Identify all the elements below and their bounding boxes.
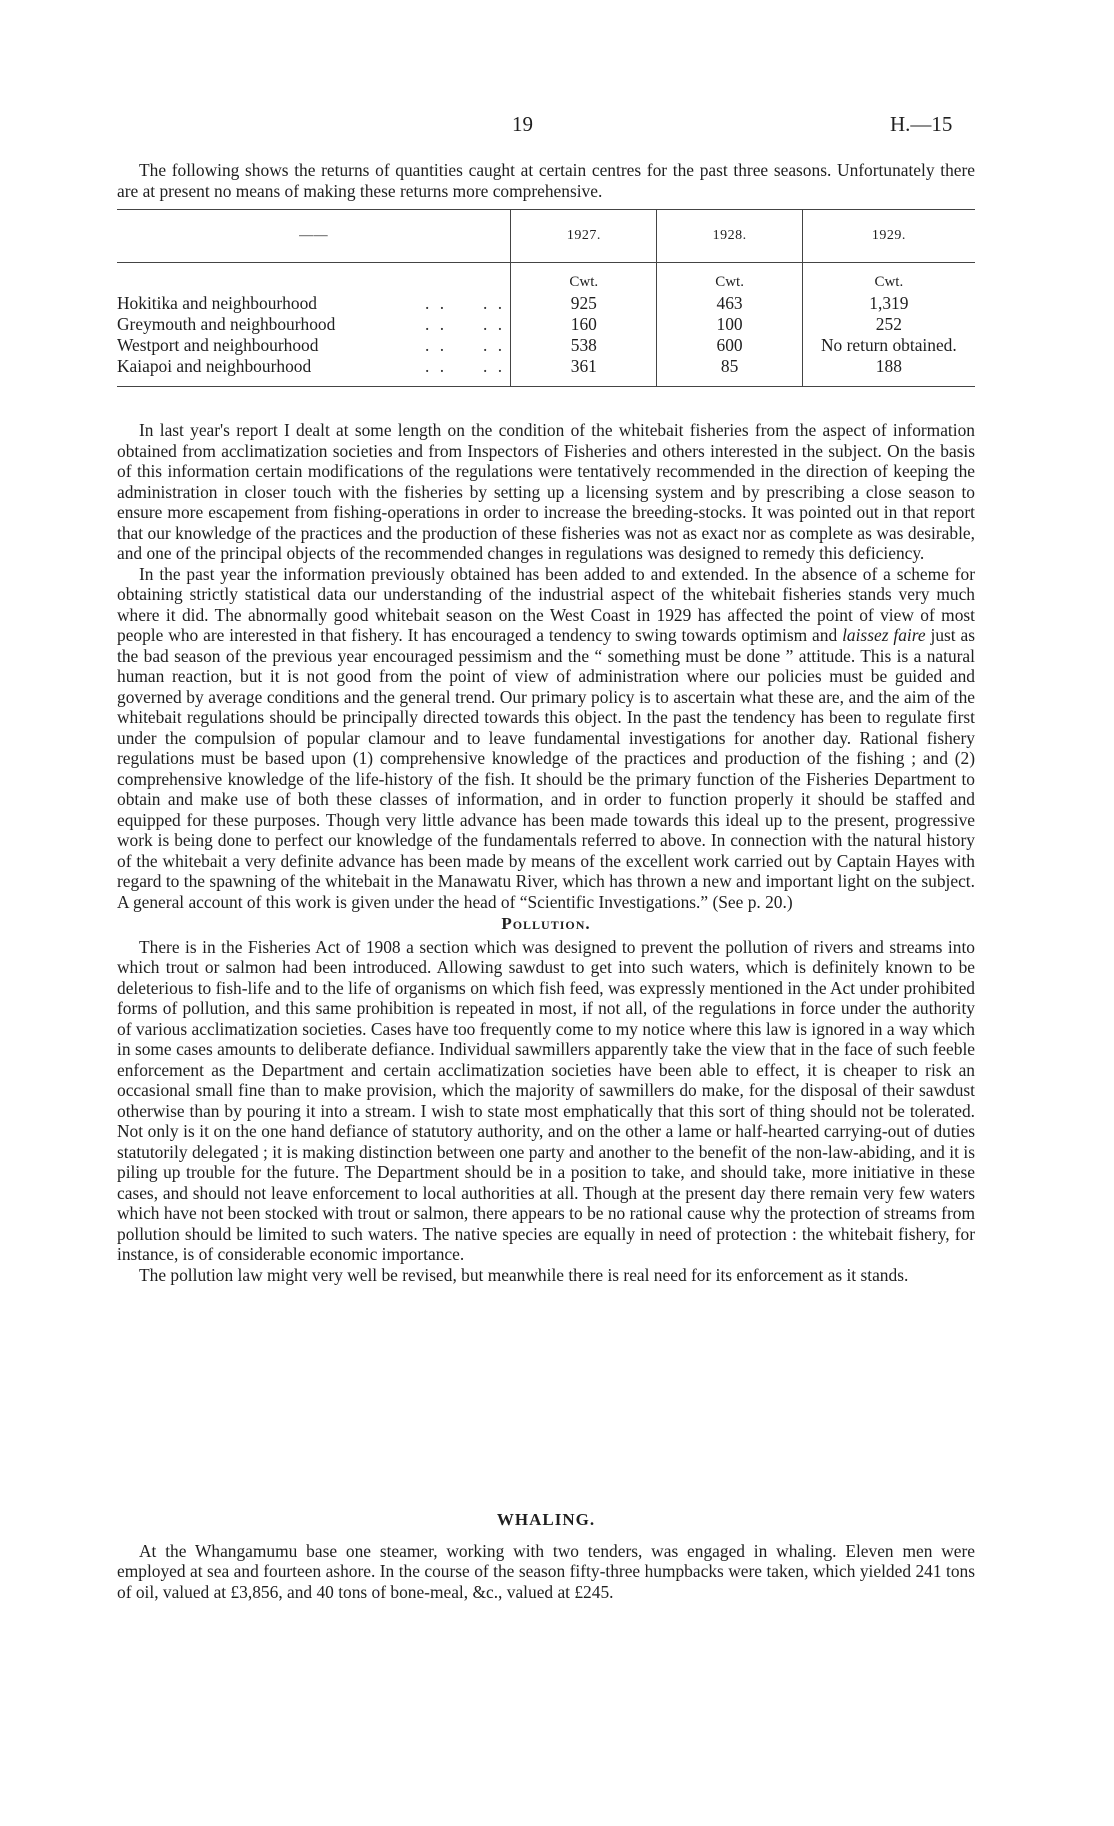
whaling-paragraph: At the Whangamumu base one steamer, working with two tenders, was engaged in whaling. Eleven men were employed at sea and fourteen ashore. In the course of the season fifty-three humpbacks were taken, which yielded 241 tons of oil, valued at £3,856, and 40 tons of bone-meal, &c., valued at £245.: [117, 1540, 975, 1602]
value-cell: 600: [657, 335, 802, 356]
table-row: [117, 335, 975, 356]
place-name: Kaiapoi and neighbourhood: [117, 356, 312, 376]
pollution-paragraph-2: The pollution law might very well be revised, but meanwhile there is real need for its enforcement as it stands.: [139, 1264, 909, 1285]
leader-dots: . .: [425, 356, 448, 376]
place-name: Westport and neighbourhood: [117, 335, 319, 355]
value-cell: No return obtained.: [802, 335, 975, 356]
document-reference: H.—15: [890, 112, 953, 136]
leader-dots: . .: [483, 335, 506, 355]
unit-cell: Cwt.: [511, 263, 657, 294]
leader-dots: . .: [425, 335, 448, 355]
table-corner: ——: [117, 210, 511, 263]
leader-dots: . .: [483, 314, 506, 334]
table-row: [117, 356, 975, 387]
value-cell: 85: [657, 356, 802, 387]
italic-phrase: laissez faire: [842, 625, 926, 645]
value-cell: 160: [511, 314, 657, 335]
intro-paragraph: The following shows the returns of quantities caught at certain centres for the past three seasons. Unfortunately there are at present no means of making these returns more comprehensive.: [117, 160, 975, 201]
whitebait-paragraph-2: In the past year the information previously obtained has been added to and extended. In the absence of a scheme for obtaining strictly statistical data our understanding of the industrial aspect of the whitebait fisheries stands very much where it did. The abnormally good whitebait season on the West Coast in 1929 has affected the point of view of most people who are interested in that fishery. It has encouraged a tendency to swing towards optimism and laissez faire just as the bad season of the previous year encouraged pessimism and the “ something must be done ” attitude. This is a natural human reaction, but it is not good from the point of view of administration where our policies must be guided and governed by average conditions and the general trend. Our primary policy is to ascertain what these are, and the aim of the whitebait regulations should be principally directed towards this object. In the past the tendency has been to regulate first under the compulsion of popular clamour and to leave fundamental investigations for another day. Rational fishery regulations must be based upon (1) comprehensive knowledge of the practices and production of the fishing ; and (2) comprehensive knowledge of the life-history of the fish. It should be the primary function of the Fisheries Department to obtain and make use of both these classes of information, and in order to function properly it should be staffed and equipped for these purposes. Though very little advance has been made towards this ideal up to the present, progressive work is being done to perfect our knowledge of the fundamentals referred to above. In connection with the natural history of the whitebait a very definite advance has been made by means of the excellent work carried out by Captain Hayes with regard to the spawning of the whitebait in the Manawatu River, which has thrown a new and important light on the subject. A general account of this work is given under the head of “Scientific Investigations.” (See p. 20.): [117, 563, 976, 912]
returns-table: [117, 209, 975, 387]
page-header: [0, 112, 1114, 138]
column-header-1929: 1929.: [802, 210, 975, 263]
page-number: 19: [512, 112, 533, 136]
pollution-paragraph-1: There is in the Fisheries Act of 1908 a section which was designed to prevent the pollution of rivers and streams into which trout or salmon had been introduced. Allowing sawdust to get into such waters, which is definitely known to be deleterious to fish-life and to the life of organisms on which fish feed, was expressly mentioned in the Act under prohibited forms of pollution, and this same prohibition is repeated in most, if not all, of the regulations in force under the authority of various acclimatization societies. Cases have too frequently come to my notice where this law is ignored in a way which in some cases amounts to deliberate defiance. Individual sawmillers apparently take the view that in the face of such feeble enforcement as the Department and certain acclimatization societies have been able to effect, it is cheaper to risk an occasional small fine than to make provision, which the majority of sawmillers do make, for the disposal of their sawdust otherwise than by pouring it into a stream. I wish to state most emphatically that this sort of thing should not be tolerated. Not only is it on the one hand defiance of statutory authority, and on the other a lame or half-hearted carrying-out of duties statutorily delegated ; it is making distinction between one party and another to the benefit of the non-law-abiding, and it is piling up trouble for the future. The Department should be in a position to take, and should take, more initiative in these cases, and should not leave enforcement to local authorities at all. Though at the present day there remain very few waters which have not been stocked with trout or salmon, there appears to be no rational cause why the protection of streams from pollution should be limited to such waters. The native species are equally in need of protection : the whitebait fishery, for instance, is of considerable economic importance.: [117, 936, 975, 1264]
value-cell: 188: [802, 356, 975, 387]
pollution-heading: Pollution.: [501, 914, 591, 933]
unit-cell: Cwt.: [802, 263, 975, 294]
value-cell: 538: [511, 335, 657, 356]
column-header-1927: 1927.: [511, 210, 657, 263]
whaling-heading: WHALING.: [496, 1510, 596, 1529]
value-cell: 100: [657, 314, 802, 335]
leader-dots: . .: [425, 293, 448, 313]
returns-table-wrapper: [117, 209, 975, 387]
leader-dots: . .: [425, 314, 448, 334]
place-name: Greymouth and neighbourhood: [117, 314, 336, 334]
value-cell: 252: [802, 314, 975, 335]
leader-dots: . .: [483, 356, 506, 376]
table-units-row: [117, 263, 975, 294]
table-header-row: [117, 210, 975, 263]
value-cell: 1,319: [802, 293, 975, 314]
value-cell: 361: [511, 356, 657, 387]
leader-dots: . .: [483, 293, 506, 313]
value-cell: 925: [511, 293, 657, 314]
place-name: Hokitika and neighbourhood: [117, 293, 317, 313]
whaling-section: [117, 1510, 975, 1602]
column-header-1928: 1928.: [657, 210, 802, 263]
whitebait-paragraph-1: In last year's report I dealt at some length on the condition of the whitebait fisheries from the aspect of information obtained from acclimatization societies and from Inspectors of Fisheries and others interested in the subject. On the basis of this information certain modifications of the regulations were tentatively recommended in the direction of keeping the administration in closer touch with the fisheries by setting up a licensing system and by prescribing a close season to ensure more escapement from fishing-operations in order to increase the breeding-stocks. It was pointed out in that report that our knowledge of the practices and the production of these fisheries was not as exact nor as complete as was desirable, and one of the principal objects of the recommended changes in regulations was designed to remedy this deficiency.: [117, 420, 975, 563]
table-row: [117, 314, 975, 335]
unit-cell: Cwt.: [657, 263, 802, 294]
whitebait-section: [117, 420, 975, 1285]
value-cell: 463: [657, 293, 802, 314]
table-row: [117, 293, 975, 314]
